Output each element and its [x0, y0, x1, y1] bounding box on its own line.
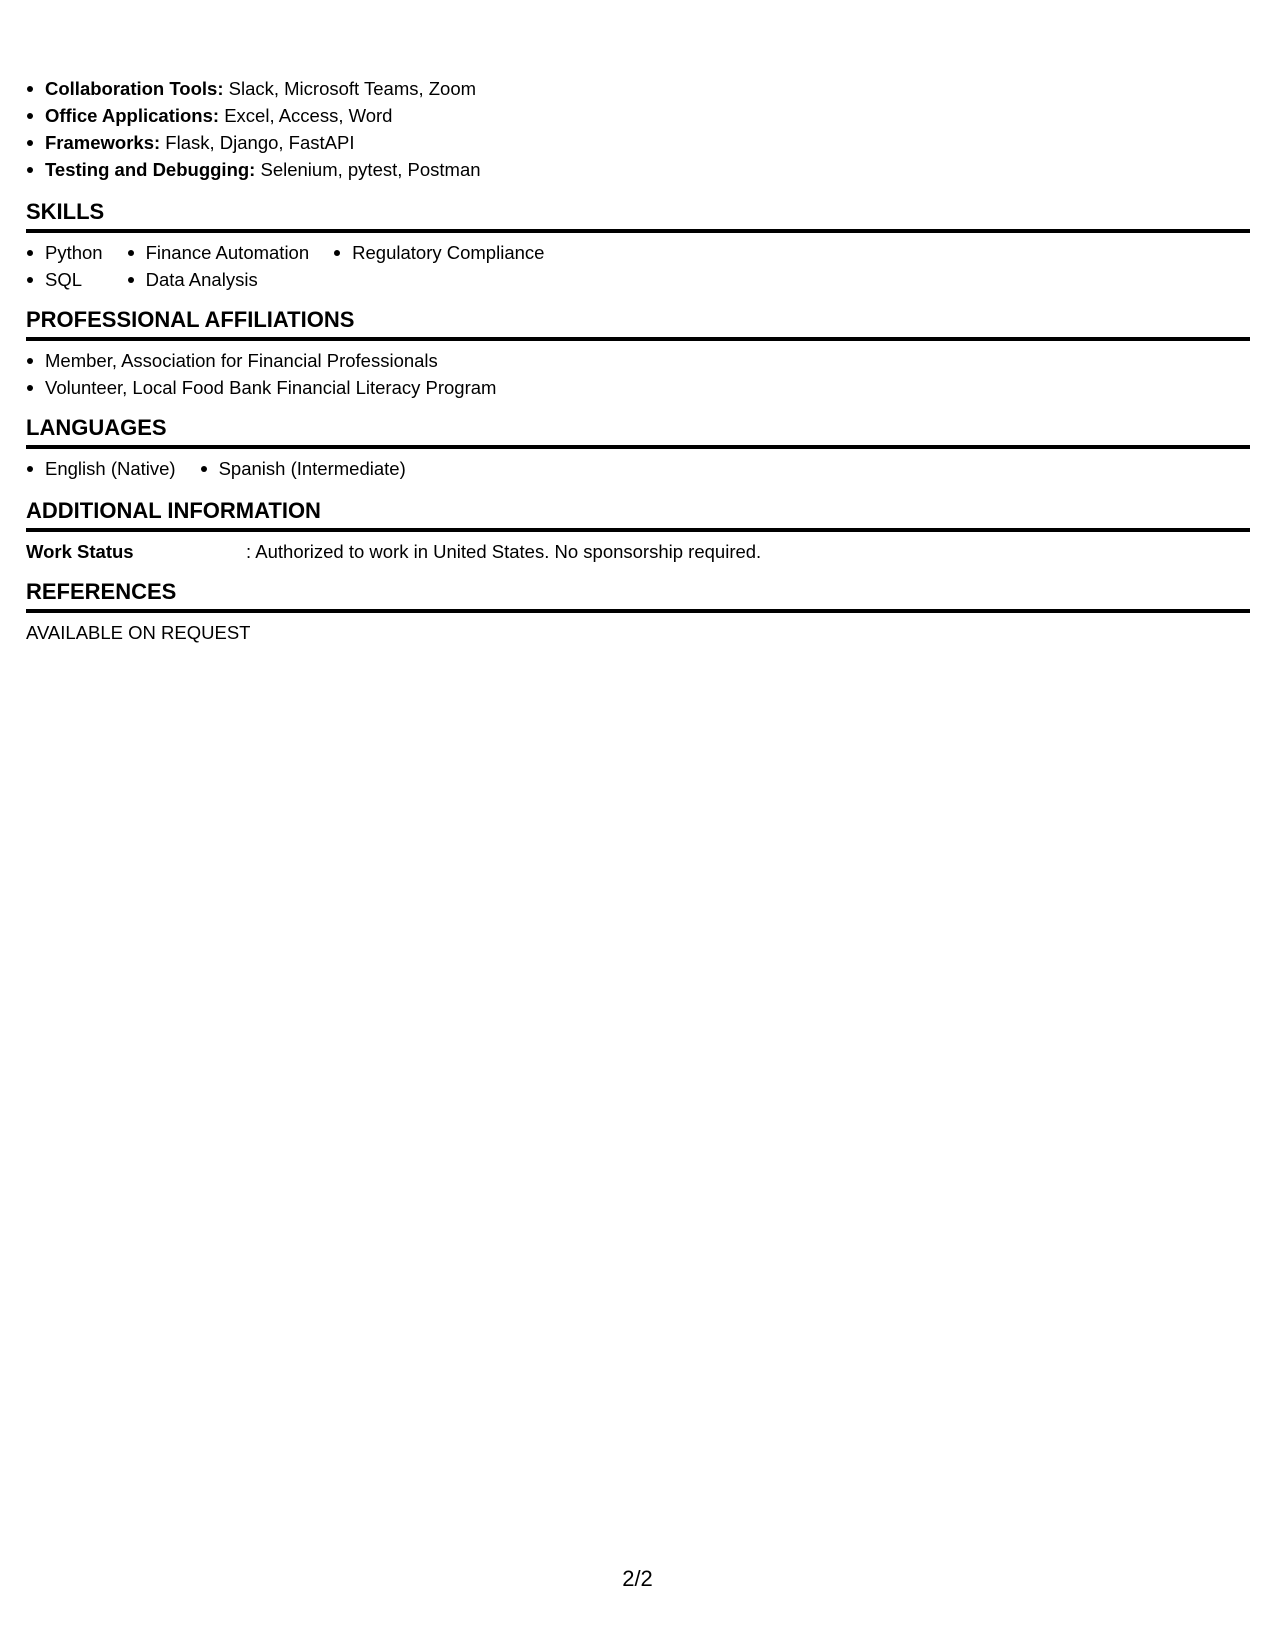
- skill-item: SQL: [26, 266, 127, 293]
- list-item: [26, 75, 1250, 102]
- skill-item: Regulatory Compliance: [333, 239, 568, 266]
- tool-category-value: Slack, Microsoft Teams, Zoom: [223, 78, 477, 99]
- language-item: English (Native): [26, 455, 176, 482]
- list-item: [26, 156, 1250, 183]
- skill-item: Finance Automation: [127, 239, 334, 266]
- work-status-row: [26, 538, 1250, 565]
- list-item: [26, 102, 1250, 129]
- references-text: AVAILABLE ON REQUEST: [26, 622, 251, 643]
- languages-list: [26, 455, 1250, 482]
- language-item: Spanish (Intermediate): [200, 455, 406, 482]
- skills-list: [26, 239, 1250, 293]
- list-item: Member, Association for Financial Professionals: [26, 347, 1250, 374]
- list-item: [26, 129, 1250, 156]
- tools-list: [26, 75, 1250, 183]
- tool-category-label: Collaboration Tools:: [45, 78, 224, 99]
- work-status-value: : Authorized to work in United States. No sponsorship required.: [246, 541, 762, 562]
- page-number: 2/2: [622, 1566, 653, 1591]
- tool-category-value: Excel, Access, Word: [219, 105, 393, 126]
- list-item: Volunteer, Local Food Bank Financial Literacy Program: [26, 374, 1250, 401]
- tool-category-label: Office Applications:: [45, 105, 220, 126]
- affiliations-list: [26, 347, 1250, 401]
- tool-category-label: Frameworks:: [45, 132, 161, 153]
- work-status-label: Work Status: [26, 541, 134, 562]
- skill-item: Data Analysis: [127, 266, 334, 293]
- languages-heading: LANGUAGES: [26, 415, 1250, 449]
- tool-category-value: Flask, Django, FastAPI: [160, 132, 355, 153]
- affiliations-heading: PROFESSIONAL AFFILIATIONS: [26, 307, 1250, 341]
- skill-item: Python: [26, 239, 127, 266]
- resume-page: [26, 0, 1250, 646]
- skills-column: [26, 239, 127, 293]
- additional-info-heading: ADDITIONAL INFORMATION: [26, 498, 1250, 532]
- skills-heading: SKILLS: [26, 199, 1250, 233]
- skills-column: [127, 239, 334, 293]
- tool-category-value: Selenium, pytest, Postman: [255, 159, 481, 180]
- tool-category-label: Testing and Debugging:: [45, 159, 256, 180]
- skills-column: [333, 239, 568, 293]
- references-heading: REFERENCES: [26, 579, 1250, 613]
